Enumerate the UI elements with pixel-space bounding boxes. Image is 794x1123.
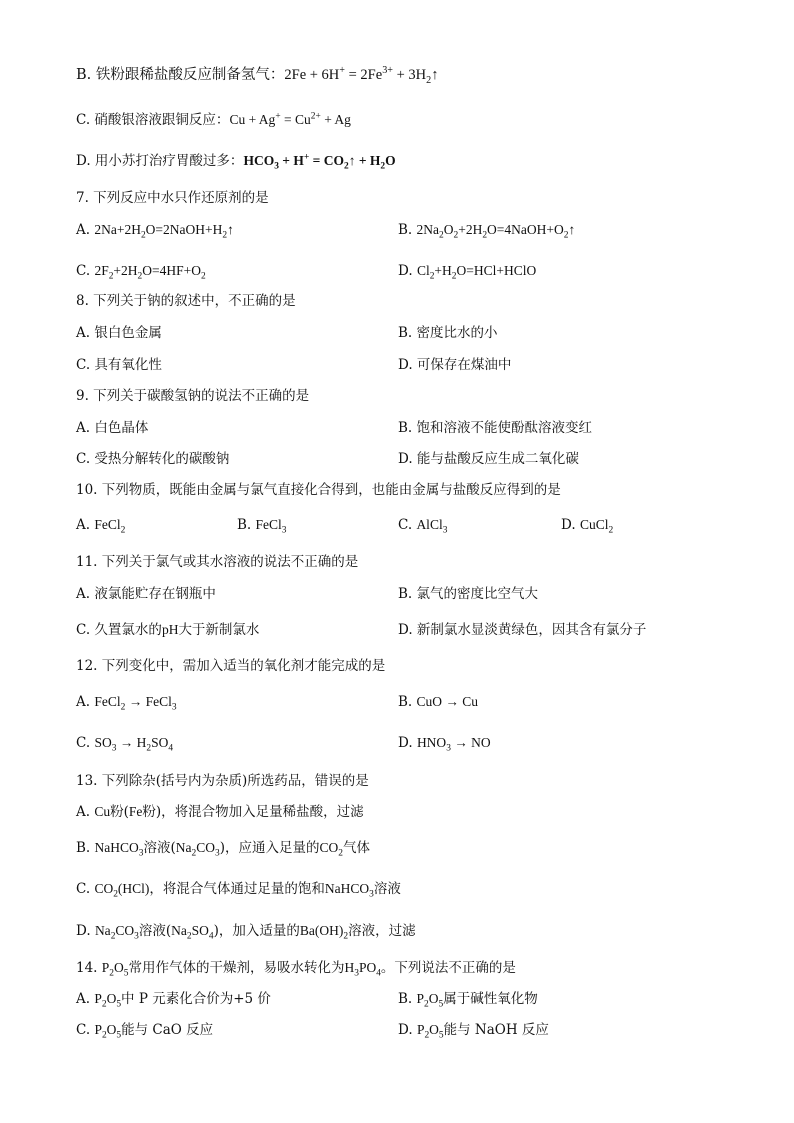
text-line-l38: D. $Na_2CO_3$溶液$(Na_2SO_4)$，加入适量的$Ba(OH)_2$溶液，过滤 — [76, 923, 416, 942]
text-line-l35: A. Cu粉(Fe粉)，将混合物加入足量稀盐酸，过滤 — [76, 804, 364, 820]
text-line-l18: D. 能与盐酸反应生成二氧化碳 — [398, 451, 579, 467]
text-line-l40: A. $P_2O_5$中 P 元素化合价为+5 价 — [76, 991, 271, 1010]
text-line-l13: D. 可保存在煤油中 — [398, 357, 512, 373]
text-line-l31: B. CuO → Cu — [398, 694, 479, 710]
text-line-l01: B. 铁粉跟稀盐酸反应制备氢气：$2Fe + 6H^+ = 2Fe^{3+}$ + $3H_2↑$ — [76, 65, 439, 86]
text-line-l26: B. 氯气的密度比空气大 — [398, 586, 539, 602]
text-line-l34: 13. 下列除杂(括号内为杂质)所选药品，错误的是 — [76, 773, 369, 789]
text-line-l32: C. $SO_3 \to H_2SO_4$ — [76, 735, 174, 754]
text-line-l04: 7. 下列反应中水只作还原剂的是 — [76, 190, 269, 206]
text-line-l20: A. FeCl$_2$ — [76, 517, 126, 536]
text-line-l05: A. $2Na+2H_2O=2NaOH+H_2↑$ — [76, 222, 234, 241]
text-line-l23: D. CuCl$_2$ — [561, 517, 614, 536]
text-line-l10: A. 银白色金属 — [76, 325, 162, 341]
text-line-l29: 12. 下列变化中，需加入适当的氧化剂才能完成的是 — [76, 658, 386, 674]
text-line-l12: C. 具有氧化性 — [76, 357, 162, 373]
text-line-l08: D. $Cl_2+H_2O=HCl+HClO$ — [398, 263, 537, 282]
text-line-l42: C. $P_2O_5$能与 CaO 反应 — [76, 1022, 214, 1041]
text-line-l28: D. 新制氯水显淡黄绿色，因其含有氯分子 — [398, 622, 647, 638]
text-line-l14: 9. 下列关于碳酸氢钠的说法不正确的是 — [76, 388, 310, 404]
text-line-l30: A. FeCl$_2$ → FeCl$_3$ — [76, 694, 177, 713]
text-line-l15: A. 白色晶体 — [76, 420, 149, 436]
text-line-l37: C. $CO_2(HCl)$，将混合气体通过足量的饱和NaHCO$_3$溶液 — [76, 881, 401, 900]
text-line-l16: B. 饱和溶液不能使酚酞溶液变红 — [398, 420, 593, 436]
text-line-l36: B. NaHCO$_3$溶液$(Na_2CO_3)$，应通入足量的$CO_2$气体 — [76, 840, 370, 859]
text-line-l41: B. $P_2O_5$属于碱性氧化物 — [398, 991, 538, 1010]
text-line-l27: C. 久置氯水的pH大于新制氯水 — [76, 622, 260, 638]
text-line-l21: B. FeCl$_3$ — [237, 517, 287, 536]
text-line-l33: D. $HNO_3$ → NO — [398, 735, 491, 754]
text-line-l09: 8. 下列关于钠的叙述中，不正确的是 — [76, 293, 296, 309]
text-line-l06: B. $2Na_2O_2+2H_2O=4NaOH+O_2↑$ — [398, 222, 576, 241]
text-line-l24: 11. 下列关于氯气或其水溶液的说法不正确的是 — [76, 554, 359, 570]
text-line-l25: A. 液氯能贮存在钢瓶中 — [76, 586, 216, 602]
text-line-l22: C. AlCl$_3$ — [398, 517, 448, 536]
text-line-l19: 10. 下列物质，既能由金属与氯气直接化合得到，也能由金属与盐酸反应得到的是 — [76, 482, 561, 498]
text-line-l11: B. 密度比水的小 — [398, 325, 498, 341]
text-line-l43: D. $P_2O_5$能与 NaOH 反应 — [398, 1022, 549, 1041]
text-line-l02: C. 硝酸银溶液跟铜反应：$Cu + Ag^+ = Cu^{2+} + Ag$ — [76, 111, 351, 128]
text-line-l07: C. $2F_2+2H_2O=4HF+O_2$ — [76, 263, 206, 282]
text-line-l17: C. 受热分解转化的碳酸钠 — [76, 451, 230, 467]
text-line-l39: 14. $P_2O_5$常用作气体的干燥剂，易吸水转化为$H_3PO_4$。下列说法不正确的是 — [76, 960, 516, 979]
text-line-l03: D. 用小苏打治疗胃酸过多：$HCO_3 + H^+$ = $CO_2↑ + H_2O$ — [76, 152, 396, 172]
